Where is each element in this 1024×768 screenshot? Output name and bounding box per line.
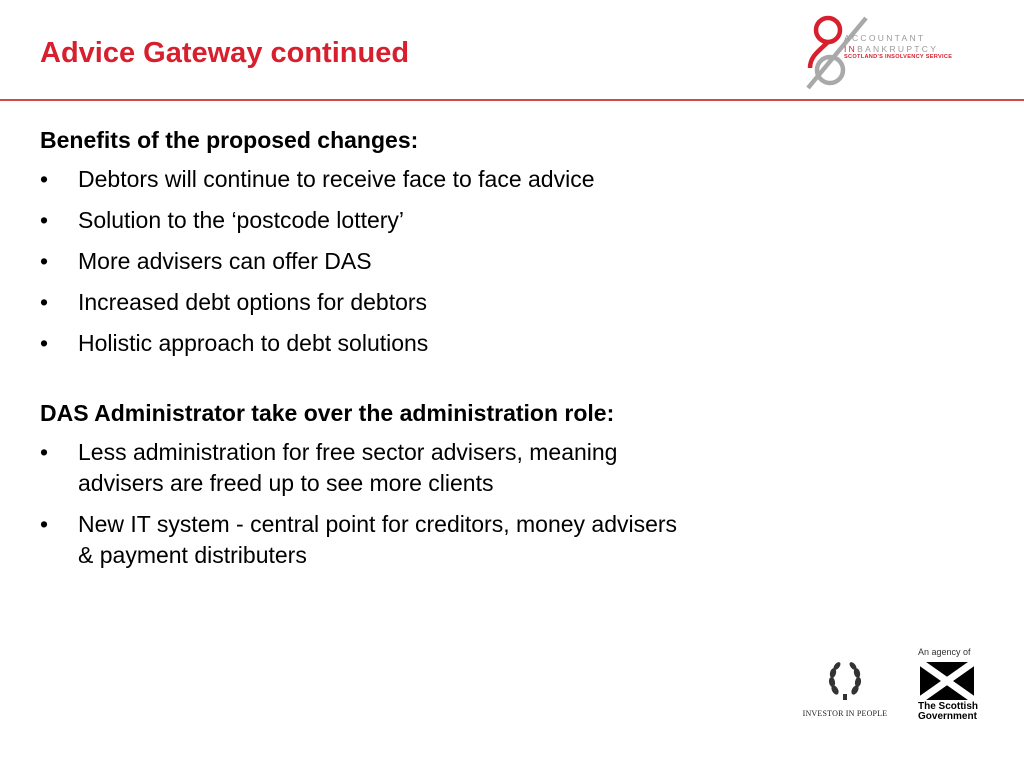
investor-in-people-badge: INVESTOR IN PEOPLE (800, 660, 890, 718)
list-item: • New IT system - central point for creditors, money advisers & payment distributers (40, 511, 678, 568)
saltire-flag-icon (920, 662, 974, 700)
agency-label: An agency of (918, 647, 971, 657)
laurel-wreath-icon (825, 660, 865, 702)
list-item: • Holistic approach to debt solutions (40, 330, 429, 356)
list-item: • Debtors will continue to receive face to face advice (40, 166, 595, 192)
slide-title: Advice Gateway continued (40, 37, 410, 69)
das-administrator-list (40, 437, 840, 571)
aib-logo-text: ACCOUNTANT INBANKRUPTCY SCOTLAND'S INSOLVENCY SERVICE (844, 33, 953, 60)
title-divider (0, 99, 1024, 101)
section-heading-das-administrator: DAS Administrator take over the administration role: (40, 400, 615, 426)
slide-body (40, 126, 840, 571)
list-item: • Less administration for free sector advisers, meaning advisers are freed up to see more clients (40, 439, 618, 496)
list-item: • More advisers can offer DAS (40, 248, 372, 274)
scottish-government-name: The Scottish Government (918, 701, 979, 722)
list-item: • Increased debt options for debtors (40, 289, 428, 315)
benefits-list (40, 164, 840, 359)
section-heading-benefits: Benefits of the proposed changes: (40, 127, 419, 153)
list-item: • Solution to the ‘postcode lottery’ (40, 207, 405, 233)
